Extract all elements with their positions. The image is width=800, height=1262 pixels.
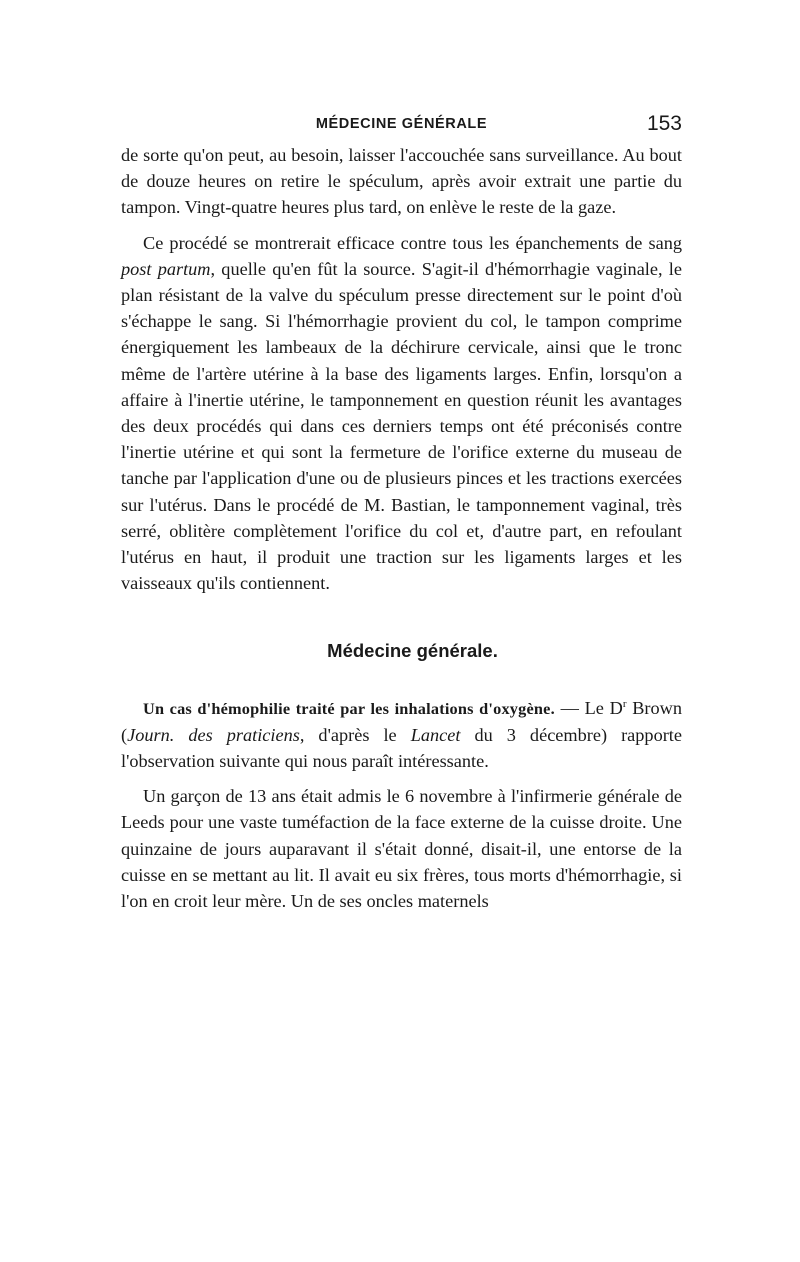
paragraph-1: de sorte qu'on peut, au besoin, laisser l'accouchée sans surveillance. Au bout de douze heures on retire le spéculum, après avoir extrait une partie du tampon. Vingt-quatre heures plus tard, on enlève le reste de la gaze. [121,145,682,218]
paragraph-3: Un garçon de 13 ans était admis le 6 novembre à l'infirmerie générale de Leeds pour une vaste tuméfaction de la face externe de la cuisse droite. Une quinzaine de jours auparavant il s'était donné, disait-il, une entorse de la cuisse en se mettant au lit. Il avait eu six frères, tous morts d'hémorrhagie, si l'on en croit leur mère. Un de ses oncles maternels [121,786,682,912]
paragraph-2-italic: post partum [121,258,211,279]
section-heading: Médecine générale. [327,640,498,662]
lancet-name: Lancet [410,724,461,745]
page-number: 153 [646,112,682,135]
article-title: Un cas d'hémophilie traité par les inhalations d'oxygène. [143,698,555,718]
article-dash-intro: — Le D [554,697,623,718]
document-page [121,112,682,914]
dr-superscript: r [622,697,627,710]
running-head: MÉDECINE GÉNÉRALE [315,116,488,132]
journal-name: Journ. des praticiens [127,724,300,745]
article-end: du 3 décembre) rapporte l'observation suivante qui nous paraît intéressante. [121,724,682,772]
article-mid: , d'après le [299,724,411,745]
paragraph-2-start: Ce procédé se montrerait efficace contre tous les épanchements de sang [143,232,682,253]
paragraph-2 [121,230,682,597]
body-text [121,142,682,914]
paragraph-2-rest: , quelle qu'en fût la source. S'agit-il d'hémorrhagie vaginale, le plan résistant de la valve du spéculum presse directement sur le point d'où s'échappe le sang. Si l'hémorrhagie provient du col, le tampon comprime énergiquement les lambeaux de la déchirure cervicale, ainsi que le tronc même de l'artère utérine à la base des ligaments larges. Enfin, lorsqu'on a affaire à l'inertie utérine, le tamponnement en question réunit les avantages des deux procédés qui dans ces derniers temps ont été préconisés contre l'inertie utérine et qui sont la fermeture de l'orifice externe du museau de tanche par l'application d'une ou de plusieurs pinces et les tractions exercées sur l'utérus. Dans le procédé de M. Bastian, le tamponnement vaginal, très serré, oblitère complètement l'orifice du col et, d'autre part, en refoulant l'utérus en haut, il produit une traction sur les ligaments larges et les vaisseaux qu'ils contiennent. [121,258,682,594]
article-author: Brown ( [121,697,682,745]
article-intro [121,695,682,775]
page-header [121,112,682,142]
